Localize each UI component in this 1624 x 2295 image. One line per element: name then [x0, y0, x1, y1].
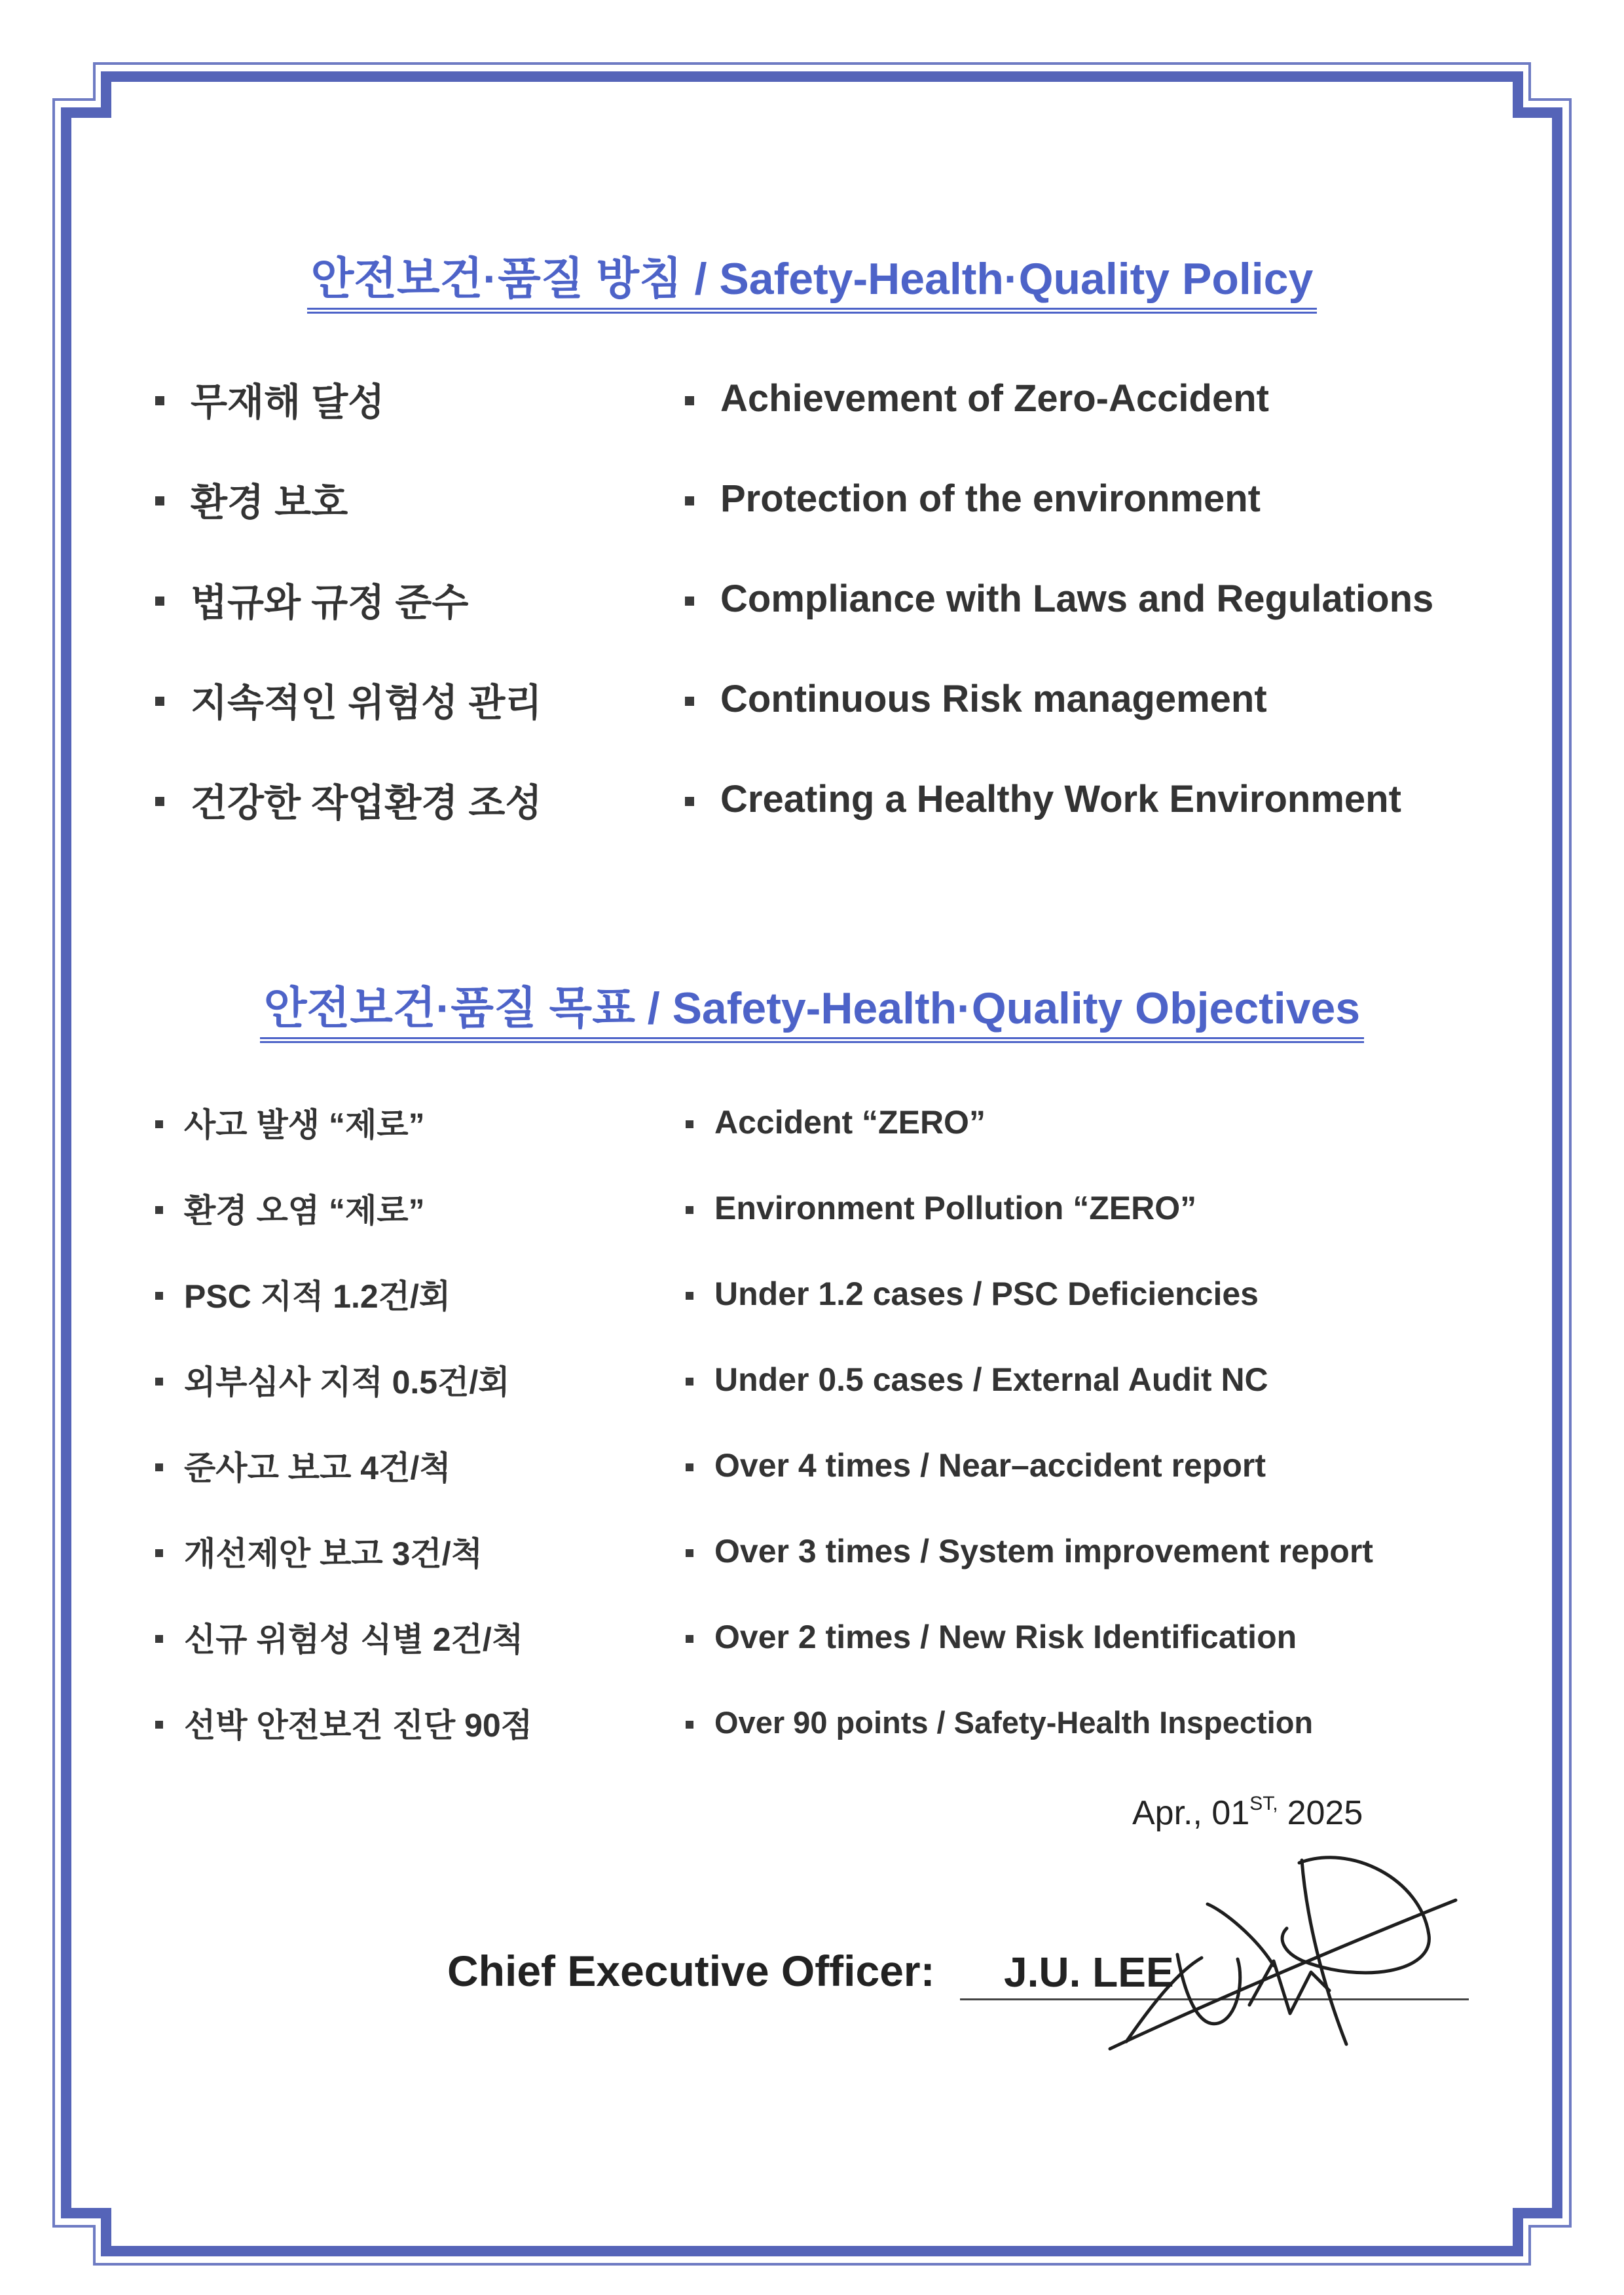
- date-year: 2025: [1287, 1794, 1363, 1832]
- objective-row: [0, 1508, 1624, 1594]
- objective-item-ko: [155, 1508, 483, 1594]
- bullet-icon: [155, 1206, 163, 1214]
- policy-row: [0, 449, 1624, 549]
- objective-item-en-text: Over 90 points / Safety-Health Inspection: [714, 1705, 1314, 1740]
- date-ordinal-suffix: ST,: [1249, 1793, 1278, 1814]
- policy-item-ko-text: 건강한 작업환경 조성: [191, 781, 542, 824]
- bullet-icon: [155, 597, 164, 606]
- bullet-icon: [685, 697, 694, 706]
- objectives-title: [0, 982, 1624, 1043]
- policy-item-en: [685, 449, 1261, 549]
- objective-item-en-text: Under 0.5 cases / External Audit NC: [714, 1361, 1268, 1398]
- policy-item-ko-text: 법규와 규정 준수: [191, 581, 469, 624]
- objective-item-ko: [155, 1680, 532, 1765]
- policy-item-en: [685, 649, 1267, 749]
- bullet-icon: [685, 496, 694, 505]
- signature-stroke: [1302, 1860, 1346, 2044]
- objective-item-en-text: Over 4 times / Near–accident report: [714, 1446, 1266, 1484]
- signature-stroke: [1282, 1858, 1429, 1973]
- objective-item-ko-text: 준사고 보고 4건/척: [184, 1449, 451, 1486]
- bullet-icon: [686, 1120, 693, 1128]
- policy-item-ko-text: 무재해 달성: [191, 380, 385, 424]
- policy-item-en: [685, 549, 1433, 649]
- objective-item-en-text: Over 3 times / System improvement report: [714, 1532, 1373, 1570]
- policy-row: [0, 549, 1624, 649]
- bullet-icon: [155, 1635, 163, 1643]
- policy-item-en-text: Protection of the environment: [720, 477, 1261, 520]
- bullet-icon: [686, 1463, 693, 1471]
- objective-row: [0, 1680, 1624, 1765]
- policy-row: [0, 649, 1624, 749]
- bullet-icon: [686, 1292, 693, 1300]
- objective-item-ko: [155, 1594, 523, 1680]
- bullet-icon: [155, 797, 164, 806]
- policy-item-en: [685, 348, 1269, 449]
- objective-item-en: [686, 1422, 1266, 1508]
- bullet-icon: [686, 1721, 693, 1729]
- policy-row: [0, 749, 1624, 849]
- signature-stroke: [1208, 1904, 1274, 1966]
- objective-item-ko-text: PSC 지적 1.2건/회: [184, 1277, 451, 1315]
- policy-title: [0, 253, 1624, 314]
- objective-item-ko: [155, 1251, 451, 1336]
- objective-item-en: [686, 1165, 1196, 1251]
- objective-item-ko-text: 신규 위험성 식별 2건/척: [184, 1621, 524, 1658]
- policy-item-ko: [155, 449, 348, 549]
- objectives-list: [0, 1079, 1624, 1765]
- objective-item-en: [686, 1251, 1259, 1336]
- objective-item-ko-text: 환경 오염 “제로”: [184, 1192, 425, 1229]
- objective-item-en-text: Over 2 times / New Risk Identification: [714, 1618, 1297, 1655]
- objective-item-en: [686, 1508, 1373, 1594]
- bullet-icon: [155, 496, 164, 505]
- policy-item-en-text: Compliance with Laws and Regulations: [720, 578, 1434, 620]
- objective-item-en-text: Under 1.2 cases / PSC Deficiencies: [714, 1275, 1259, 1312]
- policy-list: [0, 348, 1624, 849]
- objective-item-ko-text: 개선제안 보고 3건/척: [184, 1535, 483, 1572]
- objective-item-ko: [155, 1165, 425, 1251]
- objective-item-en: [686, 1336, 1268, 1422]
- objective-item-en-text: Accident “ZERO”: [714, 1103, 986, 1141]
- policy-item-en-text: Continuous Risk management: [720, 678, 1267, 720]
- bullet-icon: [686, 1635, 693, 1643]
- objective-row: [0, 1422, 1624, 1508]
- bullet-icon: [686, 1206, 693, 1214]
- bullet-icon: [155, 1721, 163, 1729]
- policy-item-ko-text: 지속적인 위험성 관리: [191, 681, 542, 724]
- objective-item-en: [686, 1680, 1313, 1765]
- bullet-icon: [155, 1292, 163, 1300]
- bullet-icon: [685, 797, 694, 806]
- policy-title-text: 안전보건·품질 방침 / Safety-Health·Quality Policy: [307, 253, 1318, 314]
- objective-row: [0, 1336, 1624, 1422]
- bullet-icon: [685, 396, 694, 405]
- policy-item-en-text: Achievement of Zero-Accident: [720, 377, 1269, 420]
- bullet-icon: [155, 1463, 163, 1471]
- policy-item-en: [685, 749, 1401, 849]
- policy-item-en-text: Creating a Healthy Work Environment: [720, 778, 1401, 820]
- policy-item-ko: [155, 348, 384, 449]
- objectives-title-text: 안전보건·품질 목표 / Safety-Health·Quality Objectives: [260, 982, 1364, 1043]
- policy-item-ko: [155, 749, 542, 849]
- date-prefix: Apr., 01: [1132, 1794, 1250, 1832]
- bullet-icon: [155, 1120, 163, 1128]
- policy-item-ko: [155, 649, 542, 749]
- ceo-name: J.U. LEE: [1004, 1949, 1174, 1996]
- objective-item-ko-text: 외부심사 지적 0.5건/회: [184, 1363, 510, 1401]
- objective-row: [0, 1079, 1624, 1165]
- objective-item-en-text: Environment Pollution “ZERO”: [714, 1189, 1197, 1226]
- policy-row: [0, 348, 1624, 449]
- ceo-role-label: Chief Executive Officer:: [447, 1947, 935, 1995]
- objective-item-ko-text: 사고 발생 “제로”: [184, 1106, 425, 1143]
- policy-item-ko: [155, 549, 468, 649]
- objective-item-en: [686, 1594, 1297, 1680]
- bullet-icon: [155, 697, 164, 706]
- signature-stroke: [1177, 1955, 1240, 2024]
- bullet-icon: [686, 1549, 693, 1557]
- bullet-icon: [685, 597, 694, 606]
- objective-item-ko: [155, 1422, 451, 1508]
- objective-row: [0, 1251, 1624, 1336]
- objective-row: [0, 1165, 1624, 1251]
- issue-date: [1132, 1793, 1363, 1833]
- objective-row: [0, 1594, 1624, 1680]
- signature-underline: [960, 1998, 1469, 2000]
- objective-item-en: [686, 1079, 986, 1165]
- objective-item-ko: [155, 1336, 510, 1422]
- bullet-icon: [686, 1378, 693, 1386]
- bullet-icon: [155, 1549, 163, 1557]
- bullet-icon: [155, 1378, 163, 1386]
- objective-item-ko: [155, 1079, 425, 1165]
- policy-item-ko-text: 환경 보호: [191, 481, 348, 524]
- objective-item-ko-text: 선박 안전보건 진단 90점: [184, 1706, 532, 1744]
- signature-stroke: [1249, 1961, 1329, 2013]
- bullet-icon: [155, 396, 164, 405]
